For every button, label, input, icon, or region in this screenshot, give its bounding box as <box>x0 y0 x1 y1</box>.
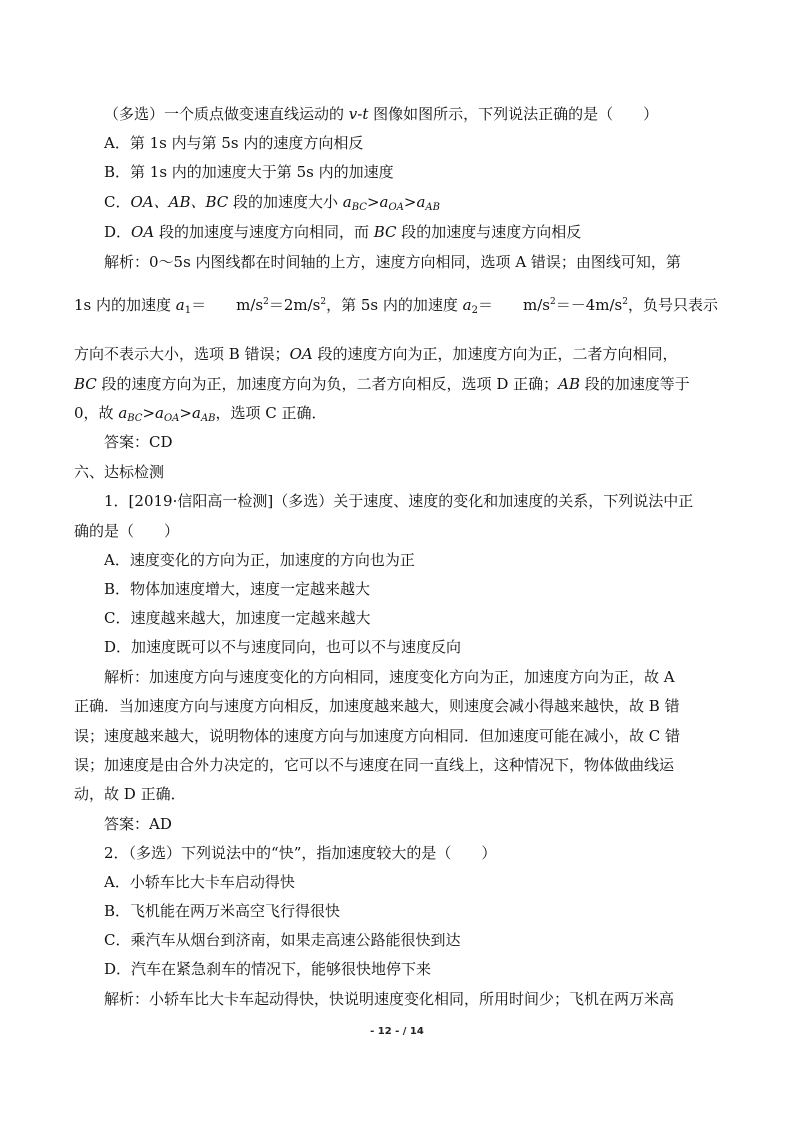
question-stem: 1．[2019·信阳高一检测]（多选）关于速度、速度的变化和加速度的关系，下列说法中正 <box>104 492 694 510</box>
segment-subscript: AB <box>200 413 216 424</box>
option-c: C．速度越来越大，加速度一定越来越大 <box>104 609 371 627</box>
analysis-line: 0，故 $a_{BC}>a_{OA}>a_{AB}$，选项 C 正确． <box>74 404 327 424</box>
option-d: D．汽车在紧急刹车的情况下，能够很快地停下来 <box>104 960 432 978</box>
option-d: D．加速度既可以不与速度同向，也可以不与速度反向 <box>104 638 462 656</box>
segment-subscript: BC <box>351 202 367 213</box>
segment-subscript: BC <box>127 413 143 424</box>
analysis-line: 解析：加速度方向与速度变化的方向相同，速度变化方向为正，加速度方向为正，故 A <box>104 668 675 686</box>
acceleration-relation <box>118 404 215 422</box>
acceleration-symbol: a <box>155 404 164 422</box>
greater-than-sign: > <box>179 404 192 422</box>
analysis-line: 正确．当加速度方向与速度方向相反，加速度越来越大，则速度会减小得越来越快，故 B 错 <box>74 697 680 715</box>
segment-subscript: OA <box>163 413 180 424</box>
greater-than-sign: > <box>403 193 417 211</box>
acceleration-symbol: a <box>191 404 201 422</box>
greater-than-sign: > <box>142 404 156 422</box>
option-c: C．OA、AB、BC 段的加速度大小 $a_{BC}>a_{OA}>a_{AB}$ <box>104 193 440 213</box>
acceleration-symbol: a <box>379 193 389 211</box>
answer: 答案：CD <box>104 433 173 451</box>
acceleration-symbol: a <box>342 193 352 211</box>
segment-subscript: OA <box>388 202 404 213</box>
page-number: - 12 - / 14 <box>370 1026 424 1037</box>
segment-subscript: AB <box>425 202 440 213</box>
option-d: D．OA 段的加速度与速度方向相同，而 BC 段的加速度与速度方向相反 <box>104 223 582 241</box>
section-heading: 六、达标检测 <box>74 463 165 481</box>
option-c: C．乘汽车从烟台到济南，如果走高速公路能很快到达 <box>104 931 461 949</box>
option-a: A．小轿车比大卡车启动得快 <box>104 873 295 891</box>
analysis-line: 误；加速度是由合外力决定的，它可以不与速度在同一直线上，这种情况下，物体做曲线运 <box>74 756 675 774</box>
greater-than-sign: > <box>366 193 380 211</box>
option-a: A．速度变化的方向为正，加速度的方向也为正 <box>104 551 415 569</box>
question-stem: （多选）一个质点做变速直线运动的 v-t 图像如图所示，下列说法正确的是（ ） <box>104 105 659 123</box>
acceleration-symbol: a <box>416 193 426 211</box>
vt-term: v-t <box>348 105 369 123</box>
analysis-line: 解析：0～5s 内图线都在时间轴的上方，速度方向相同，选项 A 错误；由图线可知，第 <box>104 253 681 271</box>
answer: 答案：AD <box>104 815 172 833</box>
option-b: B．物体加速度增大，速度一定越来越大 <box>104 580 371 598</box>
question-stem: 确的是（ ） <box>74 522 180 540</box>
analysis-line: 方向不表示大小，选项 B 错误；OA 段的速度方向为正，加速度方向为正，二者方向相同， <box>74 345 678 363</box>
acceleration-symbol: a <box>118 404 128 422</box>
analysis-line: 解析：小轿车比大卡车起动得快，快说明速度变化相同，所用时间少；飞机在两万米高 <box>104 990 675 1008</box>
acceleration-relation <box>343 193 440 211</box>
analysis-line: 动，故 D 正确． <box>74 785 186 803</box>
option-a: A．第 1s 内与第 5s 内的速度方向相反 <box>104 134 364 152</box>
analysis-line: 误；速度越来越大，说明物体的速度方向与加速度方向相同．但加速度可能在减小，故 C 错 <box>74 727 681 745</box>
analysis-line: BC 段的速度方向为正，加速度方向为负，二者方向相反，选项 D 正确；AB 段的加速度等于 <box>74 375 690 393</box>
analysis-line: 1s 内的加速度 $a_1= m/s^2=2m/s^2$，第 5s 内的加速度 $a_2= m/s^2=-4m/s^2$，负号只表示 <box>74 296 718 316</box>
option-b: B．飞机能在两万米高空飞行得很快 <box>104 902 341 920</box>
option-b: B．第 1s 内的加速度大于第 5s 内的加速度 <box>104 163 394 181</box>
question-stem: 2．（多选）下列说法中的“快”，指加速度较大的是（ ） <box>104 844 497 862</box>
